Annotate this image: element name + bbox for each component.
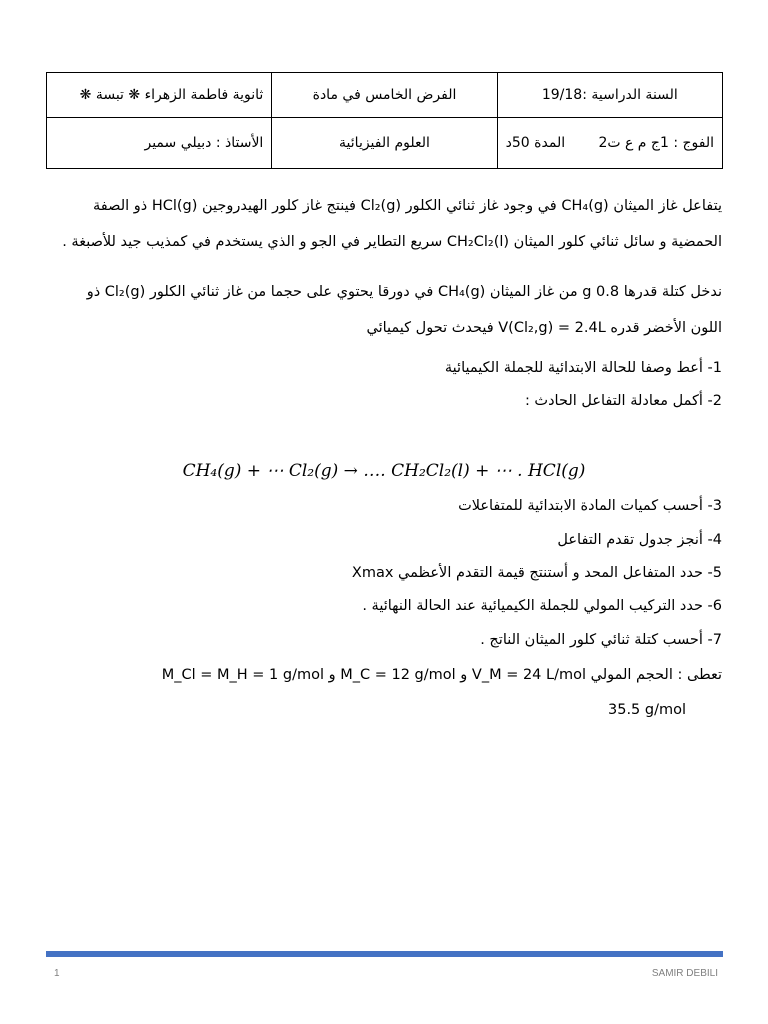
exam-title: الفرض الخامس في مادة: [312, 87, 457, 103]
school-cell: [47, 73, 272, 118]
footer-author: SAMIR DEBILI: [651, 968, 718, 979]
question-5: 5- حدد المتفاعل المحد و أستنتج قيمة التقدم الأعظمي Xmax: [351, 565, 722, 581]
question-7: 7- أحسب كتلة ثنائي كلور الميثان الناتج .: [480, 632, 722, 648]
class-duration-cell: [497, 118, 722, 169]
intro-line-2: الحمضية و سائل ثنائي كلور الميثان CH₂Cl₂(l) سريع التطاير في الجو و الذي يستخدم في كمذيب جيد للأصبغة .: [62, 234, 722, 250]
question-4: 4- أنجز جدول تقدم التفاعل: [557, 532, 722, 548]
question-3: 3- أحسب كميات المادة الابتدائية للمتفاعلات: [458, 498, 722, 514]
intro-line-3: ندخل كتلة قدرها 0.8 g من غاز الميثان CH₄(g) في دورقا يحتوي على حجما من غاز ثنائي الكلور Cl₂(g) ذو: [86, 284, 722, 300]
school-name: ثانوية فاطمة الزهراء ❋ تبسة ❋: [79, 87, 264, 103]
teacher-cell: [47, 118, 272, 169]
subject-cell: [272, 118, 497, 169]
intro-line-1: يتفاعل غاز الميثان CH₄(g) في وجود غاز ثنائي الكلور Cl₂(g) فينتج غاز كلور الهيدروجين HCl(g) ذو الصفة: [93, 198, 722, 214]
header-table: [46, 72, 723, 169]
question-1: 1- أعط وصفا للحالة الابتدائية للجملة الكيميائية: [444, 360, 722, 376]
school-year-cell: [497, 73, 722, 118]
school-year: السنة الدراسية :19/18: [541, 87, 678, 103]
class-label: الفوج : 1ج م ع ت2: [598, 135, 714, 151]
given-line-1: تعطى : الحجم المولي V_M = 24 L/mol و M_C = 12 g/mol و M_Cl = M_H = 1 g/mol: [161, 667, 722, 683]
intro-line-4: اللون الأخضر قدره V(Cl₂,g) = 2.4L فيحدث تحول كيميائي: [366, 320, 722, 336]
subject-name: العلوم الفيزيائية: [339, 135, 430, 151]
duration-label: المدة 50د: [505, 135, 566, 151]
footer-bar: [46, 951, 723, 957]
teacher-name: الأستاذ : دبيلي سمير: [144, 135, 264, 151]
given-line-2: 35.5 g/mol: [608, 702, 687, 718]
question-2: 2- أكمل معادلة التفاعل الحادث :: [524, 393, 722, 409]
reaction-equation: CH₄(g) + ⋯ Cl₂(g) → …. CH₂Cl₂(l) + ⋯ . HCl(g): [182, 461, 586, 481]
exam-title-cell: [272, 73, 497, 118]
page-number: 1: [54, 968, 60, 979]
question-6: 6- حدد التركيب المولي للجملة الكيميائية عند الحالة النهائية .: [362, 598, 722, 614]
